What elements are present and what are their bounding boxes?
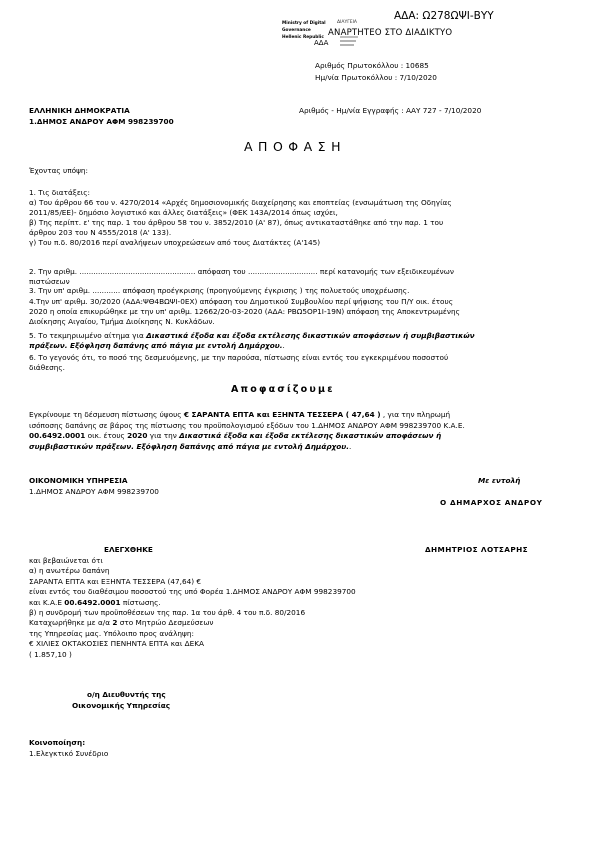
- paragraph-5-suffix: .: [282, 341, 285, 351]
- distribution-item: 1.Ελεγκτικό Συνέδριο: [29, 749, 109, 758]
- verification-line: ΣΑΡΑΝΤΑ ΕΠΤΑ και ΕΞΗΝΤΑ ΤΕΣΣΕΡΑ (47,64) €: [29, 576, 202, 586]
- paragraph-1: [29, 188, 452, 249]
- verification-kae-suffix: πίστωσης.: [120, 597, 161, 607]
- paragraph-2-line: πιστώσεων: [29, 277, 70, 287]
- paragraph-3: 3. Την υπ' αριθμ. ............ απόφαση προέγκρισης (προηγούμενης έγκρισης ) της πολυετούς υποχρέωσης.: [29, 286, 410, 295]
- issuer-municipality: 1.ΔΗΜΟΣ ΑΝΔΡΟΥ ΑΦΜ 998239700: [29, 117, 174, 126]
- paragraph-6-line: διάθεσης.: [29, 363, 66, 373]
- having-regard: Έχοντας υπόψη:: [29, 166, 88, 175]
- paragraph-1-line: άρθρου 203 του Ν 4555/2018 (Α' 133).: [29, 228, 172, 238]
- verification-line: είναι εντός του διαθέσιμου ποσοστού της υπό Φορέα 1.ΔΗΜΟΣ ΑΝΔΡΟΥ ΑΦΜ 998239700: [29, 587, 356, 597]
- verification-kae-code: 00.6492.0001: [64, 597, 121, 607]
- paragraph-1-line: γ) Του π.δ. 80/2016 περί αναλήψεων υποχρεώσεων από τους Διατάκτες (Α'145): [29, 238, 321, 248]
- signer-name: ΔΗΜΗΤΡΙΟΣ ΛΟΤΣΑΡΗΣ: [425, 545, 528, 554]
- decision-text: ισόποσης δαπάνης σε βάρος της πίστωσης του προϋπολογισμού εξόδων του 1.ΔΗΜΟΣ ΑΝΔΡΟΥ ΑΦΜ 998239700 Κ.Α.Ε.: [29, 420, 465, 430]
- verification-line: α) η ανωτέρω δαπάνη: [29, 566, 110, 576]
- protocol-number: Αριθμός Πρωτοκόλλου : 10685: [315, 61, 429, 70]
- paragraph-4-line: 2020 η οποία επικυρώθηκε με την υπ' αριθμ. 12662/20-03-2020 (ΑΔΑ: ΡΒΩ5ΟΡ1Ι-19Ν) απόφαση της Αποκεντρωμένης: [29, 307, 460, 317]
- financial-service-org: 1.ΔΗΜΟΣ ΑΝΔΡΟΥ ΑΦΜ 998239700: [29, 487, 159, 496]
- paragraph-2-line: 2. Την αριθμ. .................................................. απόφαση του .............................. περί κατανομής των εξειδικευμένων: [29, 267, 454, 276]
- registration-number: 2: [112, 618, 118, 628]
- stamp-overlay-1: ΔΙΑΥΓΕΙΑ: [337, 20, 357, 25]
- verification-line: € ΧΙΛΙΕΣ ΟΚΤΑΚΟΣΙΕΣ ΠΕΝΗΝΤΑ ΕΠΤΑ και ΔΕΚΑ: [29, 639, 205, 649]
- director-title: ο/η Διευθυντής της: [87, 690, 166, 699]
- distribution-title: Κοινοποίηση:: [29, 738, 86, 747]
- decision-suffix: .: [348, 441, 352, 451]
- paragraph-5-subject-cont: πράξεων. Εξόφληση δαπάνης από πάγια με εντολή Δημάρχου.: [29, 341, 283, 351]
- paragraph-4: [29, 297, 460, 327]
- ada-code: ΑΔΑ: Ω278ΩΨΙ-ΒΥΥ: [394, 10, 494, 22]
- paragraph-1-line: β) Της περίπτ. ε' της παρ. 1 του άρθρου 58 του ν. 3852/2010 (Α' 87), όπως αντικαταστάθηκε από την παρ. 1 του: [29, 218, 444, 228]
- paragraph-6: [29, 353, 448, 373]
- verification-kae-prefix: και Κ.Α.Ε: [29, 597, 65, 607]
- decision-text: Εγκρίνουμε τη δέσμευση πίστωσης ύψους: [29, 410, 184, 419]
- paragraph-5-subject: Δικαστικά έξοδα και έξοδα εκτέλεσης δικαστικών αποφάσεων ή συμβιβαστικών: [146, 331, 475, 340]
- stamp-line-1: Ministry of Digital: [282, 21, 326, 26]
- registration-prefix: Καταχωρήθηκε με α/α: [29, 618, 113, 628]
- decision-text: , για την πληρωμή: [380, 410, 451, 419]
- decision-text: οικ. έτους: [85, 431, 128, 440]
- paragraph-1-line: 2011/85/ΕΕ)- δημόσιο λογιστικό και άλλες διατάξεις» (ΦΕΚ 143Α/2014 όπως ισχύει,: [29, 208, 338, 218]
- verification-line: β) η συνδρομή των προϋποθέσεων της παρ. 1α του άρθ. 4 του π.δ. 80/2016: [29, 608, 306, 618]
- verification-line: και βεβαιώνεται ότι: [29, 556, 103, 565]
- paragraph-1-line: α) Του άρθρου 66 του ν. 4270/2014 «Αρχές δημοσιονομικής διαχείρησης και εποπτείας (ενσωμάτωση της Οδηγίας: [29, 198, 452, 208]
- decision-text: για την: [147, 431, 180, 440]
- stamp-overlay-2: ΑΝΑΡΤΗΤΕΟ ΣΤΟ ΔΙΑΔΙΚΤΥΟ: [328, 28, 453, 38]
- decision-year: 2020: [127, 431, 148, 440]
- director-service: Οικονομικής Υπηρεσίας: [72, 701, 171, 710]
- paragraph-2: [29, 267, 454, 287]
- stamp-scribble-icon: [340, 34, 360, 50]
- registration-suffix: στο Μητρώο Δεσμεύσεων: [117, 618, 214, 628]
- financial-service: ΟΙΚΟΝΟΜΙΚΗ ΥΠΗΡΕΣΙΑ: [29, 476, 128, 485]
- decision-subject-cont: συμβιβαστικών πράξεων. Εξόφληση δαπάνης από πάγια με εντολή Δημάρχου.: [29, 441, 349, 451]
- issuer-country: ΕΛΛΗΝΙΚΗ ΔΗΜΟΚΡΑΤΙΑ: [29, 106, 130, 115]
- decision-kae: 00.6492.0001: [29, 431, 86, 440]
- diavgeia-stamp: [282, 20, 453, 52]
- verification-block: [29, 556, 356, 660]
- document-title: ΑΠΟΦΑΣΗ: [244, 139, 346, 154]
- registration-info: Αριθμός - Ημ/νία Εγγραφής : ΑΑΥ 727 - 7/10/2020: [299, 106, 482, 115]
- decision-amount: € ΣΑΡΑΝΤΑ ΕΠΤΑ και ΕΞΗΝΤΑ ΤΕΣΣΕΡΑ ( 47,64 ): [183, 410, 381, 419]
- mayor-title: Ο ΔΗΜΑΡΧΟΣ ΑΝΔΡΟΥ: [440, 498, 543, 507]
- stamp-line-2: Governance: [282, 28, 311, 33]
- checked-label: ΕΛΕΓΧΘΗΚΕ: [104, 545, 153, 554]
- protocol-date: Ημ/νία Πρωτοκόλλου : 7/10/2020: [315, 73, 437, 82]
- by-order: Με εντολή: [478, 476, 521, 485]
- paragraph-5: [29, 331, 475, 351]
- paragraph-1-line: 1. Τις διατάξεις:: [29, 188, 90, 197]
- stamp-line-3: Hellenic Republic: [282, 35, 324, 40]
- stamp-overlay-3: ΑΔΑ: [314, 39, 329, 47]
- verification-line: της Υπηρεσίας μας. Υπόλοιπο προς ανάληψη:: [29, 628, 194, 638]
- decision-subject: Δικαστικά έξοδα και έξοδα εκτέλεσης δικαστικών αποφάσεων ή: [179, 431, 442, 440]
- decision-heading: Αποφασίζουμε: [231, 384, 335, 395]
- paragraph-4-line: Διοίκησης Αιγαίου, Τμήμα Διοίκησης Ν. Κυκλάδων.: [29, 317, 215, 327]
- paragraph-5-prefix: 5. Το τεκμηριωμένο αίτημα για: [29, 331, 147, 340]
- decision-paragraph: [29, 410, 465, 452]
- verification-line: ( 1.857,10 ): [29, 649, 72, 659]
- paragraph-4-line: 4.Την υπ' αριθμ. 30/2020 (ΑΔΑ:ΨΘ4ΒΩΨΙ-0ΕΧ) απόφαση του Δημοτικού Συμβουλίου περί ψήφισης του Π/Υ οικ. έτους: [29, 297, 453, 306]
- paragraph-6-line: 6. Το γεγονός ότι, το ποσό της δεσμευόμενης, με την παρούσα, πίστωσης είναι εντός του εγκεκριμένου ποσοστού: [29, 353, 449, 362]
